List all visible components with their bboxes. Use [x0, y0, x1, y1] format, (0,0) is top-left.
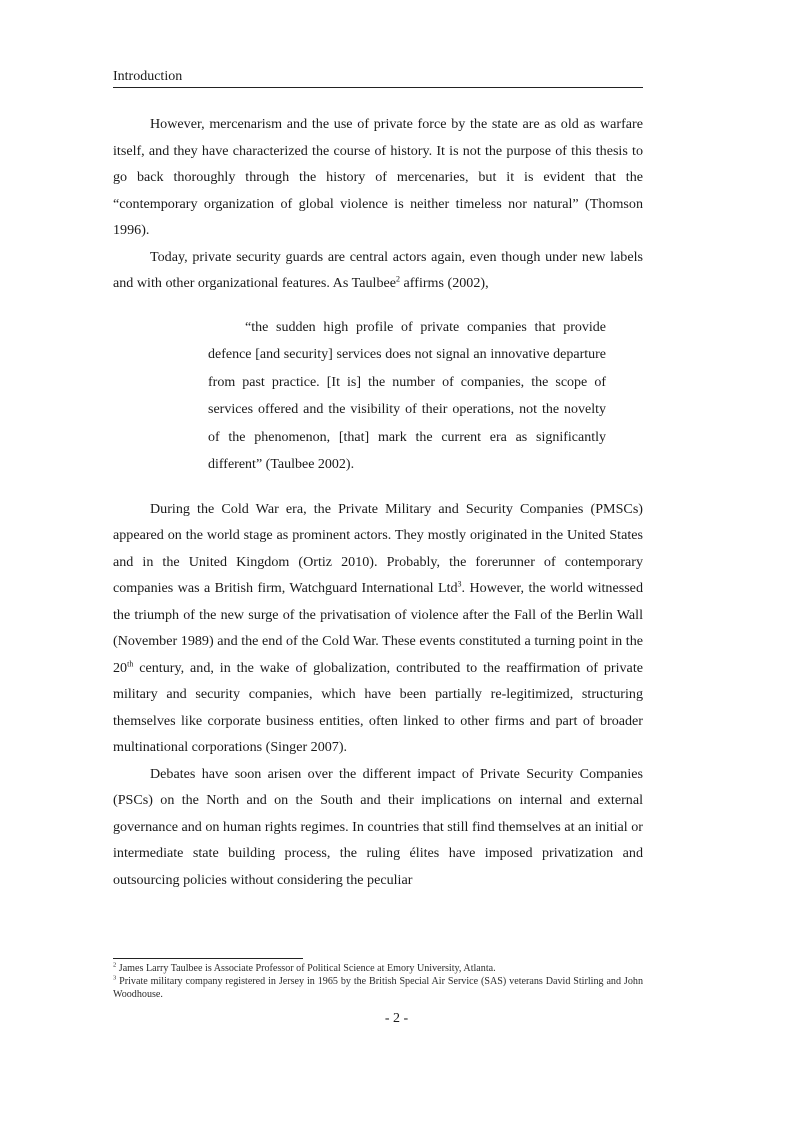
- running-header: [113, 68, 643, 88]
- paragraph-3-text-c: century, and, in the wake of globalization, contributed to the reaffirmation of private military and security companies, which have been partially re-legitimized, structuring themselves like corporate business entities, often linked to other firms and part of broader multinational corporations (Singer 2007).: [113, 659, 643, 755]
- paragraph-3: [113, 496, 643, 761]
- footnote-number: 2: [113, 961, 117, 969]
- header-title: Introduction: [113, 69, 183, 84]
- footnote-divider: [113, 958, 303, 959]
- footnote-text: Private military company registered in Jersey in 1965 by the British Special Air Service (SAS) veterans David Stirling and John Woodhouse.: [113, 975, 643, 1000]
- ordinal-superscript: th: [127, 658, 134, 668]
- footnote-text: James Larry Taulbee is Associate Professor of Political Science at Emory University, Atlanta.: [116, 963, 496, 974]
- footnote-number: 3: [113, 974, 117, 982]
- footnote-ref-3[interactable]: 3: [457, 579, 462, 589]
- main-text: [113, 111, 643, 893]
- block-quote-text: “the sudden high profile of private companies that provide defence [and security] services does not signal an innovative departure from past practice. [It is] the number of companies, the scope of services offered and the visibility of their operations, not the novelty of the phenomenon, [that] mark the current era as significantly different” (Taulbee 2002).: [208, 319, 606, 472]
- paragraph-1: However, mercenarism and the use of private force by the state are as old as warfare itself, and they have characterized the course of history. It is not the purpose of this thesis to go back thoroughly through the history of mercenaries, but it is evident that the “contemporary organization of global violence is neither timeless nor natural” (Thomson 1996).: [113, 116, 643, 238]
- paragraph-2-text-b: affirms (2002),: [400, 275, 489, 291]
- block-quote: [208, 314, 606, 479]
- footnote-ref-2[interactable]: 2: [396, 274, 401, 284]
- footnotes: [113, 958, 643, 1001]
- page-number: - 2 -: [384, 1011, 409, 1026]
- paragraph-3-text-b: . However, the world witnessed the triumph of the new surge of the privatisation of violence after the Fall of the Berlin Wall (November 1989) and the end of the Cold War. These events constituted a turning point in the 20: [113, 580, 643, 676]
- paragraph-2-text-a: Today, private security guards are central actors again, even though under new labels and with other organizational features. As Taulbee: [113, 248, 643, 291]
- paragraph-3-text-a: During the Cold War era, the Private Military and Security Companies (PMSCs) appeared on the world stage as prominent actors. They mostly originated in the United States and in the United Kingdom (Ortiz 2010). Probably, the forerunner of contemporary companies was a British firm, Watchguard International Ltd: [113, 500, 643, 596]
- paragraph-4: Debates have soon arisen over the different impact of Private Security Companies (PSCs) on the North and on the South and their implications on internal and external governance and on human rights regimes. In countries that still find themselves at an initial or intermediate state building process, the ruling élites have imposed privatization and outsourcing policies without considering the peculiar: [113, 765, 643, 888]
- paragraph-2: [113, 244, 643, 297]
- footnote-3: [113, 976, 643, 1002]
- footnote-2: [113, 963, 643, 976]
